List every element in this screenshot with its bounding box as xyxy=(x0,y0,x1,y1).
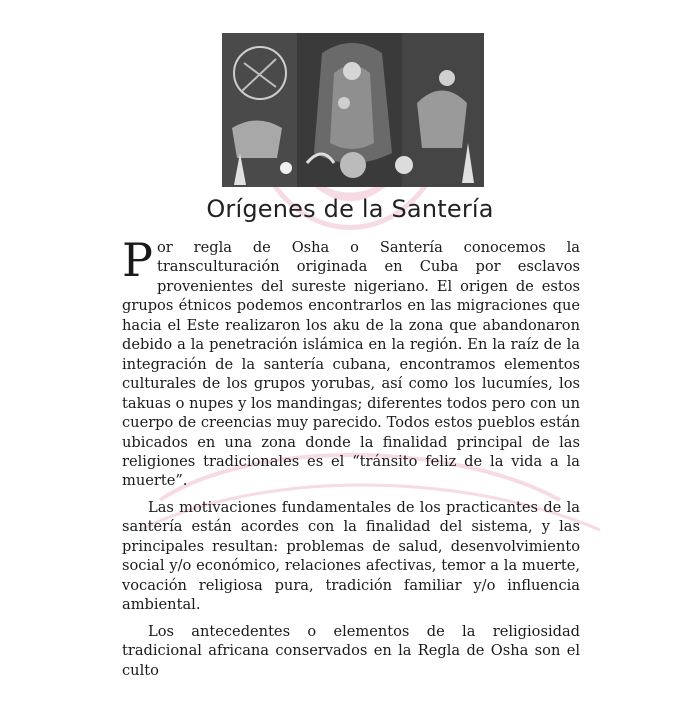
paragraph-1-text: or regla de Osha o Santería conocemos la transculturación originada en Cuba por esclavos provenientes del sureste nigeriano. El origen de estos grupos étnicos podemos encontrarlos en las migraciones que hacia el Este realizaron los aku de la zona que abandonaron debido a la penetración islámica en la región. En la raíz de la integración de la santería cubana, encontramos elementos culturales de los grupos yorubas, así como los lucumíes, los takuas o nupes y los mandingas; diferentes todos pero con un cuerpo de creencias muy parecido. Todos estos pueblos están ubicados en una zona donde la finalidad principal de las religiones tradicionales es el “tránsito feliz de la vida a la muerte”. xyxy=(122,239,580,490)
santeria-collage-illustration xyxy=(222,33,484,187)
paragraph-3: Los antecedentes o elementos de la religiosidad tradicional africana conservados en la Regla de Osha son el culto xyxy=(122,622,580,679)
paragraph-1 xyxy=(122,233,580,491)
drop-cap: P xyxy=(122,233,153,287)
body-text xyxy=(122,233,580,680)
paragraph-2: Las motivaciones fundamentales de los practicantes de la santería están acordes con la finalidad del sistema, y las principales resultan: problemas de salud, desenvolvimiento social y/o económico, relaciones afectivas, temor a la muerte, vocación religiosa pura, tradición familiar y/o influencia ambiental. xyxy=(122,498,580,614)
collage-image-icon xyxy=(222,33,484,187)
page-title: Orígenes de la Santería xyxy=(206,195,494,223)
